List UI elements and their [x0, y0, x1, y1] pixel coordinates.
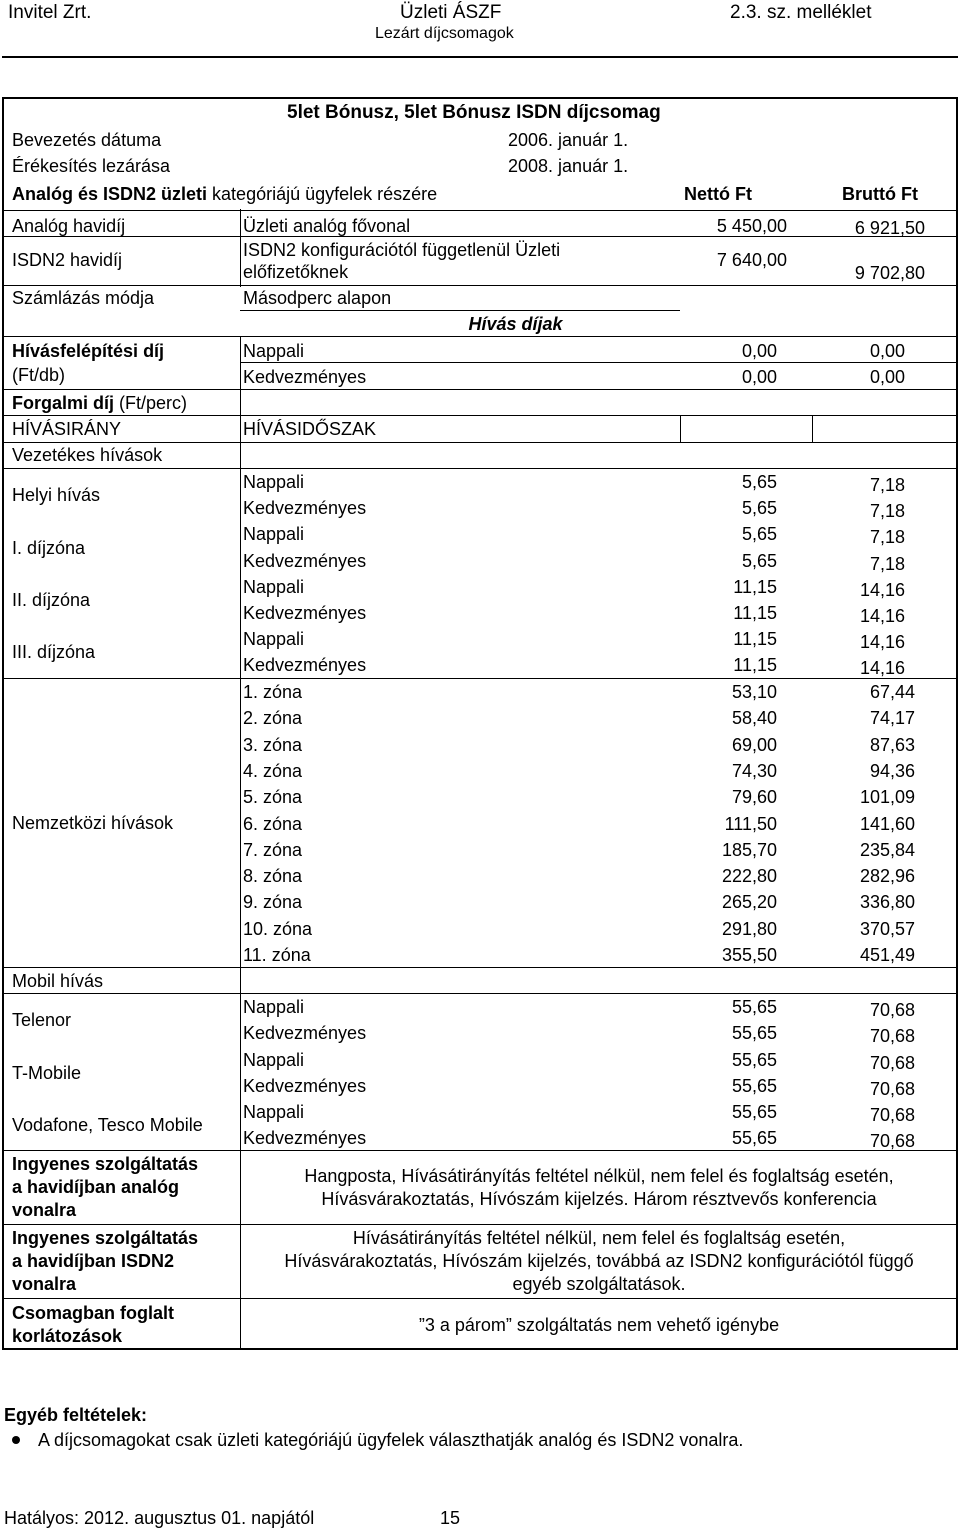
page-number: 15 [440, 1508, 461, 1528]
rate-period: Nappali [243, 472, 305, 492]
close-date-value: 2008. január 1. [508, 156, 629, 176]
setup-gross: 0,00 [869, 367, 905, 387]
rate-gross: 70,68 [869, 1026, 915, 1046]
annex-label: 2.3. sz. melléklet [730, 2, 872, 23]
intl-zone: 11. zóna [243, 945, 311, 965]
rate-net: 55,65 [731, 1050, 777, 1070]
intl-gross: 74,17 [869, 708, 915, 729]
free-analog-text-line: Hangposta, Hívásátirányítás feltétel nélkül, nem felel és foglaltság esetén, [304, 1166, 894, 1186]
intl-gross: 336,80 [859, 892, 915, 913]
direction-header: HÍVÁSIRÁNY [12, 419, 122, 439]
row-divider [4, 236, 956, 237]
intl-zone: 7. zóna [243, 839, 303, 860]
rate-gross: 70,68 [869, 1079, 915, 1099]
intl-zone: 9. zóna [243, 892, 303, 913]
rate-gross: 7,18 [869, 475, 905, 495]
international-calls-label: Nemzetközi hívások [12, 813, 174, 833]
setup-fee-label: Hívásfelépítési díj [12, 341, 165, 361]
column-divider [240, 209, 241, 287]
rate-net: 11,15 [733, 577, 777, 597]
rate-gross: 14,16 [859, 606, 905, 626]
setup-net: 0,00 [741, 367, 777, 387]
row-divider [4, 336, 956, 337]
rate-gross: 14,16 [859, 658, 905, 678]
setup-period: Kedvezményes [243, 367, 367, 387]
rate-net: 55,65 [731, 1076, 777, 1096]
rate-period: Kedvezményes [243, 498, 367, 518]
intl-zone: 4. zóna [243, 760, 303, 781]
direction-name: II. díjzóna [12, 590, 91, 610]
billing-value: Másodperc alapon [243, 288, 392, 308]
rate-net: 55,65 [731, 1102, 777, 1122]
row-divider [240, 362, 956, 363]
audience-label: Analóg és ISDN2 üzleti kategóriájú ügyfelek részére [12, 184, 438, 204]
rate-gross: 70,68 [869, 1053, 915, 1073]
intl-gross: 370,57 [859, 918, 915, 939]
intl-net: 58,40 [731, 708, 777, 729]
intl-zone: 10. zóna [243, 918, 313, 939]
analog-fee-gross: 6 921,50 [854, 218, 925, 238]
intl-zone: 5. zóna [243, 787, 303, 808]
close-date-label: Érékesítés lezárása [12, 156, 171, 176]
row-divider [240, 310, 680, 311]
isdn-fee-desc-1: ISDN2 konfigurációtól függetlenül Üzleti [243, 240, 561, 260]
row-divider [4, 468, 956, 469]
rate-gross: 14,16 [859, 632, 905, 652]
other-conditions-item: A díjcsomagokat csak üzleti kategóriájú ügyfelek választhatják analóg és ISDN2 vonalra. [38, 1430, 744, 1450]
row-divider [4, 210, 956, 211]
rate-period: Kedvezményes [243, 551, 367, 571]
intl-net: 69,00 [731, 734, 777, 755]
setup-period: Nappali [243, 341, 305, 361]
intl-net: 355,50 [721, 945, 777, 965]
company-name: Invitel Zrt. [8, 2, 92, 23]
intl-net: 291,80 [721, 918, 777, 939]
intro-date-value: 2006. január 1. [508, 130, 629, 150]
setup-gross: 0,00 [869, 341, 905, 361]
free-isdn-label-line: Ingyenes szolgáltatás [12, 1228, 199, 1248]
rate-period: Nappali [243, 577, 305, 597]
analog-fee-label: Analóg havidíj [12, 216, 126, 236]
free-isdn-text-line: Hívásvárakoztatás, Hívószám kijelzés, továbbá az ISDN2 konfigurációtól függő [284, 1251, 914, 1271]
rate-net: 55,65 [731, 1128, 777, 1148]
wired-calls-header: Vezetékes hívások [12, 445, 163, 465]
direction-name: Helyi hívás [12, 485, 101, 505]
intl-net: 111,50 [724, 813, 777, 834]
column-divider [680, 415, 681, 442]
intl-gross: 141,60 [859, 813, 915, 834]
rate-net: 55,65 [731, 997, 777, 1017]
intl-gross: 282,96 [859, 866, 915, 887]
free-analog-label-line: vonalra [12, 1200, 77, 1220]
intl-net: 74,30 [731, 760, 777, 781]
analog-fee-net: 5 450,00 [716, 216, 787, 236]
rate-gross: 7,18 [869, 527, 905, 547]
billing-label: Számlázás módja [12, 288, 155, 308]
period-header: HÍVÁSIDŐSZAK [243, 419, 377, 439]
intl-zone: 8. zóna [243, 866, 303, 887]
rate-gross: 70,68 [869, 1000, 915, 1020]
rate-period: Nappali [243, 629, 305, 649]
setup-fee-unit: (Ft/db) [12, 365, 66, 385]
document-subtitle: Lezárt díjcsomagok [375, 25, 514, 42]
row-divider [4, 415, 956, 416]
document-title: Üzleti ÁSZF [400, 2, 502, 23]
traffic-fee-label: Forgalmi díj (Ft/perc) [12, 393, 188, 413]
operator-name: T-Mobile [12, 1063, 82, 1083]
free-analog-label-line: a havidíjban analóg [12, 1177, 180, 1197]
effective-date: Hatályos: 2012. augusztus 01. napjától [4, 1508, 315, 1528]
analog-fee-desc: Üzleti analóg fővonal [243, 216, 411, 236]
rate-net: 5,65 [741, 472, 777, 492]
row-divider [4, 1298, 956, 1299]
tariff-table [2, 97, 958, 1350]
intl-net: 265,20 [721, 892, 777, 913]
intl-net: 79,60 [731, 787, 777, 808]
net-header: Nettó Ft [684, 184, 752, 204]
rate-gross: 7,18 [869, 554, 905, 574]
intl-gross: 101,09 [859, 787, 915, 808]
direction-name: III. díjzóna [12, 642, 96, 662]
isdn-fee-gross: 9 702,80 [854, 263, 925, 283]
row-divider [4, 993, 956, 994]
intl-zone: 6. zóna [243, 813, 303, 834]
isdn-fee-desc-2: előfizetőknek [243, 262, 349, 282]
isdn-fee-net: 7 640,00 [716, 250, 787, 270]
intl-gross: 67,44 [869, 682, 915, 702]
row-divider [4, 285, 956, 286]
rate-gross: 7,18 [869, 501, 905, 521]
rate-period: Nappali [243, 1050, 305, 1070]
operator-name: Vodafone, Tesco Mobile [12, 1115, 203, 1135]
bullet-icon [12, 1436, 20, 1444]
direction-name: I. díjzóna [12, 538, 86, 558]
rate-period: Nappali [243, 524, 305, 544]
other-conditions-title: Egyéb feltételek: [4, 1405, 148, 1425]
column-divider [812, 415, 813, 442]
gross-header: Bruttó Ft [842, 184, 918, 204]
row-divider [4, 678, 956, 679]
rate-period: Kedvezményes [243, 655, 367, 675]
intl-net: 185,70 [721, 839, 777, 860]
limits-text: ”3 a párom” szolgáltatás nem vehető igénybe [418, 1315, 780, 1335]
free-isdn-text-line: egyéb szolgáltatások. [512, 1274, 686, 1294]
rate-net: 5,65 [741, 524, 777, 544]
rate-net: 11,15 [733, 603, 777, 623]
header-rule [2, 56, 958, 58]
rate-period: Kedvezményes [243, 1023, 367, 1043]
row-divider [4, 389, 956, 390]
intl-gross: 94,36 [869, 760, 915, 781]
setup-net: 0,00 [741, 341, 777, 361]
free-analog-text-line: Hívásvárakoztatás, Hívószám kijelzés. Három résztvevős konferencia [321, 1189, 877, 1209]
rate-gross: 14,16 [859, 580, 905, 600]
rate-period: Kedvezményes [243, 1128, 367, 1148]
rate-gross: 70,68 [869, 1131, 915, 1151]
rate-period: Kedvezményes [243, 1076, 367, 1096]
row-divider [4, 1150, 956, 1151]
limits-label-line: Csomagban foglalt [12, 1303, 175, 1323]
intro-date-label: Bevezetés dátuma [12, 130, 162, 150]
rate-period: Kedvezményes [243, 603, 367, 623]
free-isdn-label-line: vonalra [12, 1274, 77, 1294]
intl-gross: 235,84 [859, 839, 915, 860]
rate-period: Nappali [243, 1102, 305, 1122]
rate-gross: 70,68 [869, 1105, 915, 1125]
limits-label-line: korlátozások [12, 1326, 123, 1346]
mobile-calls-header: Mobil hívás [12, 971, 104, 991]
table-title: 5let Bónusz, 5let Bónusz ISDN díjcsomag [287, 102, 661, 123]
rate-net: 55,65 [731, 1023, 777, 1043]
call-fees-title: Hívás díjak [468, 314, 563, 334]
rate-net: 5,65 [741, 498, 777, 518]
free-isdn-label-line: a havidíjban ISDN2 [12, 1251, 175, 1271]
row-divider [4, 442, 956, 443]
intl-net: 222,80 [721, 866, 777, 887]
intl-gross: 451,49 [859, 945, 915, 965]
operator-name: Telenor [12, 1010, 72, 1030]
column-divider [240, 336, 241, 1348]
rate-period: Nappali [243, 997, 305, 1017]
intl-zone: 1. zóna [243, 682, 303, 702]
row-divider [4, 967, 956, 968]
row-divider [4, 1224, 956, 1225]
intl-zone: 3. zóna [243, 734, 303, 755]
rate-net: 11,15 [733, 655, 777, 675]
isdn-fee-label: ISDN2 havidíj [12, 250, 123, 270]
intl-gross: 87,63 [869, 734, 915, 755]
free-isdn-text-line: Hívásátirányítás feltétel nélkül, nem felel és foglaltság esetén, [352, 1228, 846, 1248]
intl-zone: 2. zóna [243, 708, 303, 729]
rate-net: 11,15 [733, 629, 777, 649]
rate-net: 5,65 [741, 551, 777, 571]
intl-net: 53,10 [731, 682, 777, 702]
free-analog-label-line: Ingyenes szolgáltatás [12, 1154, 199, 1174]
